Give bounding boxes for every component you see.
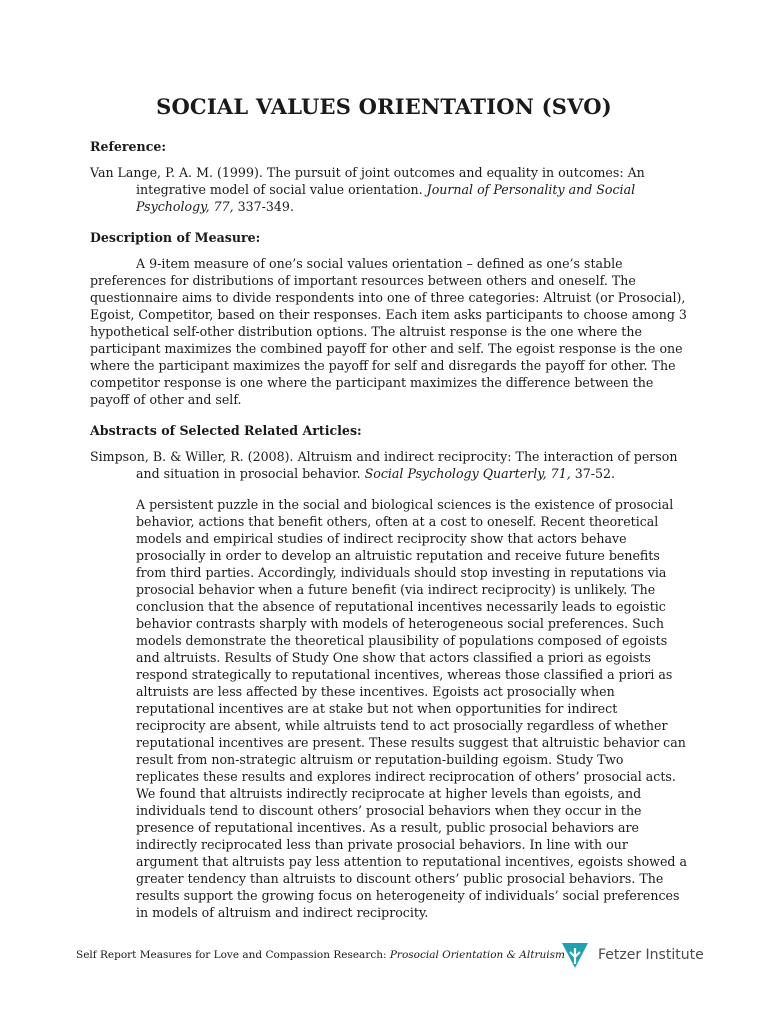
reference-citation	[90, 164, 690, 215]
description-text: A 9-item measure of one’s social values orientation – defined as one’s stable preferences for distributions of important resources between others and oneself. The questionnaire aims to divide respondents into one of three categories: Altruist (or Prosocial), Egoist, Competitor, based on their responses. Each item asks participants to choose among 3 hypothetical self-other distribution options. The altruist response is the one where the participant maximizes the combined payoff for other and self. The egoist response is the one where the participant maximizes the payoff for self and disregards the payoff for other. The competitor response is one where the participant maximizes the difference between the payoff of other and self.	[90, 256, 687, 407]
footer-text	[76, 949, 565, 961]
page-footer	[76, 947, 706, 969]
article-citation-text: Simpson, B. & Willer, R. (2008). Altruism and indirect reciprocity: The interaction of person and situation in prosocial behavior.	[90, 449, 678, 481]
description-heading: Description of Measure:	[90, 230, 261, 245]
document-body	[90, 138, 690, 921]
fetzer-logo-icon	[560, 940, 590, 970]
page-title: SOCIAL VALUES ORIENTATION (SVO)	[156, 94, 612, 119]
reference-heading: Reference:	[90, 139, 167, 154]
abstracts-heading: Abstracts of Selected Related Articles:	[90, 423, 362, 438]
article-pages: 37-52.	[570, 466, 616, 481]
footer-series: Self Report Measures for Love and Compassion Research:	[76, 949, 390, 961]
reference-journal: Journal of Personality and Social Psychology, 77,	[136, 182, 636, 214]
reference-citation-text: Van Lange, P. A. M. (1999). The pursuit of joint outcomes and equality in outcomes: An integrative model of social value orientation.	[90, 165, 645, 197]
article-abstract: A persistent puzzle in the social and biological sciences is the existence of prosocial behavior, actions that benefit others, often at a cost to oneself. Recent theoretical models and empirical studies of indirect reciprocity show that actors behave prosocially in order to develop an altruistic reputation and receive future benefits from third parties. Accordingly, individuals should stop investing in reputations via prosocial behavior when a future benefit (via indirect reciprocity) is unlikely. The conclusion that the absence of reputational incentives necessarily leads to egoistic behavior contrasts sharply with models of heterogeneous social preferences. Such models demonstrate the theoretical plausibility of populations composed of egoists and altruists. Results of Study One show that actors classified a priori as egoists respond strategically to reputational incentives, whereas those classified a priori as altruists are less affected by these incentives. Egoists act prosocially when reputational incentives are at stake but not when opportunities for indirect reciprocity are absent, while altruists tend to act prosocially regardless of whether reputational incentives are present. These results suggest that altruistic behavior can result from non-strategic altruism or reputation-building egoism. Study Two replicates these results and explores indirect reciprocation of others’ prosocial acts. We found that altruists indirectly reciprocate at higher levels than egoists, and individuals tend to discount others’ prosocial behaviors when they occur in the presence of reputational incentives. As a result, public prosocial behaviors are indirectly reciprocated less than private prosocial behaviors. In line with our argument that altruists pay less attention to reputational incentives, egoists showed a greater tendency than altruists to discount others’ public prosocial behaviors. The results support the growing focus on heterogeneity of individuals’ social preferences in models of altruism and indirect reciprocity.	[136, 497, 687, 920]
article-citation	[90, 448, 690, 482]
reference-pages: 337-349.	[233, 199, 294, 214]
footer-topic: Prosocial Orientation & Altruism	[389, 949, 565, 961]
fetzer-brand-name: Fetzer Institute	[598, 947, 704, 963]
article-journal: Social Psychology Quarterly, 71,	[364, 466, 571, 481]
